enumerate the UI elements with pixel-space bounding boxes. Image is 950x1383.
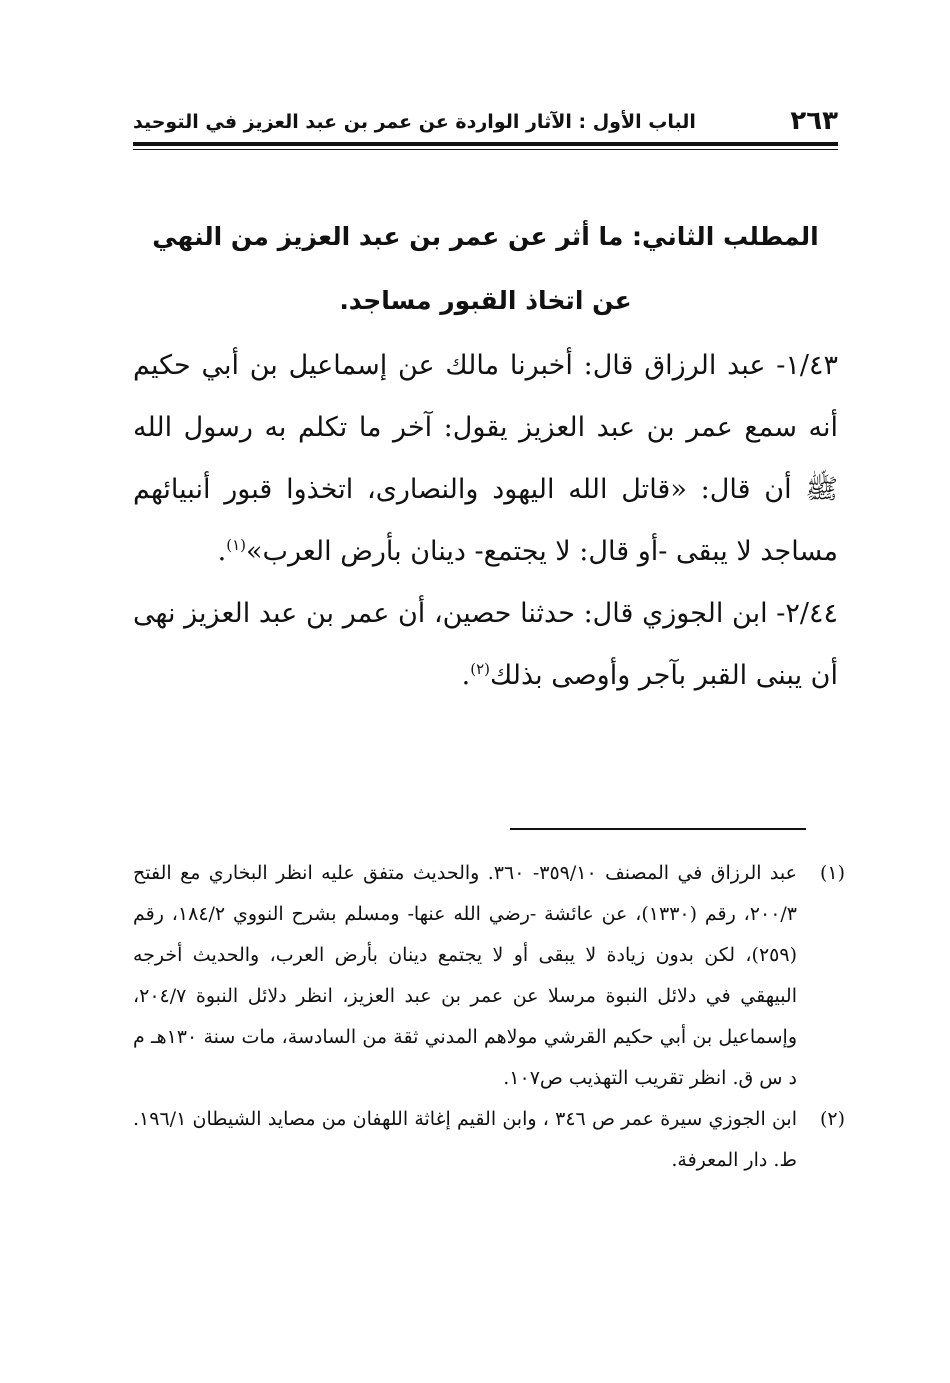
running-header xyxy=(133,104,838,140)
section-title: المطلب الثاني: ما أثر عن عمر بن عبد العزيز من النهي عن اتخاذ القبور مساجد. xyxy=(152,222,819,315)
entry-text: ١/٤٣- عبد الرزاق قال: أخبرنا مالك عن إسماعيل بن أبي حكيم أنه سمع عمر بن عبد العزيز يقول: آخر ما تكلم به رسول الله ﷺ أن قال: «قاتل الله اليهود والنصارى، اتخذوا قبور أنبيائهم مساجد لا يبقى -أو قال: لا يجتمع- دينان بأرض العرب» xyxy=(133,350,838,567)
footnote-separator xyxy=(510,828,806,830)
footnote-ref-1: (١) xyxy=(226,536,247,554)
entry-44 xyxy=(133,583,838,707)
footnote-marker: (١) xyxy=(819,862,845,884)
footnote-1 xyxy=(133,853,845,1099)
footnote-ref-2: (٢) xyxy=(470,660,490,678)
header-rule-thin xyxy=(133,149,838,150)
entry-tail: . xyxy=(217,536,227,567)
entry-tail: . xyxy=(461,660,471,691)
chapter-title: الباب الأول : الآثار الواردة عن عمر بن عبد العزيز في التوحيد xyxy=(133,111,696,133)
header-rule-thick xyxy=(133,142,838,146)
footnote-text: عبد الرزاق في المصنف ٣٥٩/١٠- ٣٦٠. والحديث متفق عليه انظر البخاري مع الفتح ٢٠٠/٣، رقم (١٣٣٠)، عن عائشة -رضي الله عنها- ومسلم بشرح النووي ١٨٤/٢، رقم (٢٥٩)، لكن بدون زيادة لا يبقى أو لا يجتمع دينان بأرض العرب، والحديث أخرجه البيهقي في دلائل النبوة مرسلا عن عمر بن عبد العزيز، انظر دلائل النبوة ٢٠٤/٧، وإسماعيل بن أبي حكيم القرشي مولاهم المدني ثقة من السادسة، مات سنة ١٣٠هـ م د س ق. انظر تقريب التهذيب ص١٠٧. xyxy=(133,862,798,1089)
footnote-text: ابن الجوزي سيرة عمر ص ٣٤٦ ، وابن القيم إغاثة اللهفان من مصايد الشيطان ١٩٦/١. ط. دار المعرفة. xyxy=(133,1108,797,1171)
entry-43 xyxy=(133,335,838,583)
main-text xyxy=(133,205,838,707)
footnote-2 xyxy=(133,1099,845,1181)
page-number: ٢٦٣ xyxy=(790,106,838,136)
footnotes xyxy=(133,853,845,1181)
entry-text: ٢/٤٤- ابن الجوزي قال: حدثنا حصين، أن عمر بن عبد العزيز نهى أن يبنى القبر بآجر وأوصى بذلك xyxy=(133,598,838,691)
footnote-marker: (٢) xyxy=(819,1108,845,1130)
